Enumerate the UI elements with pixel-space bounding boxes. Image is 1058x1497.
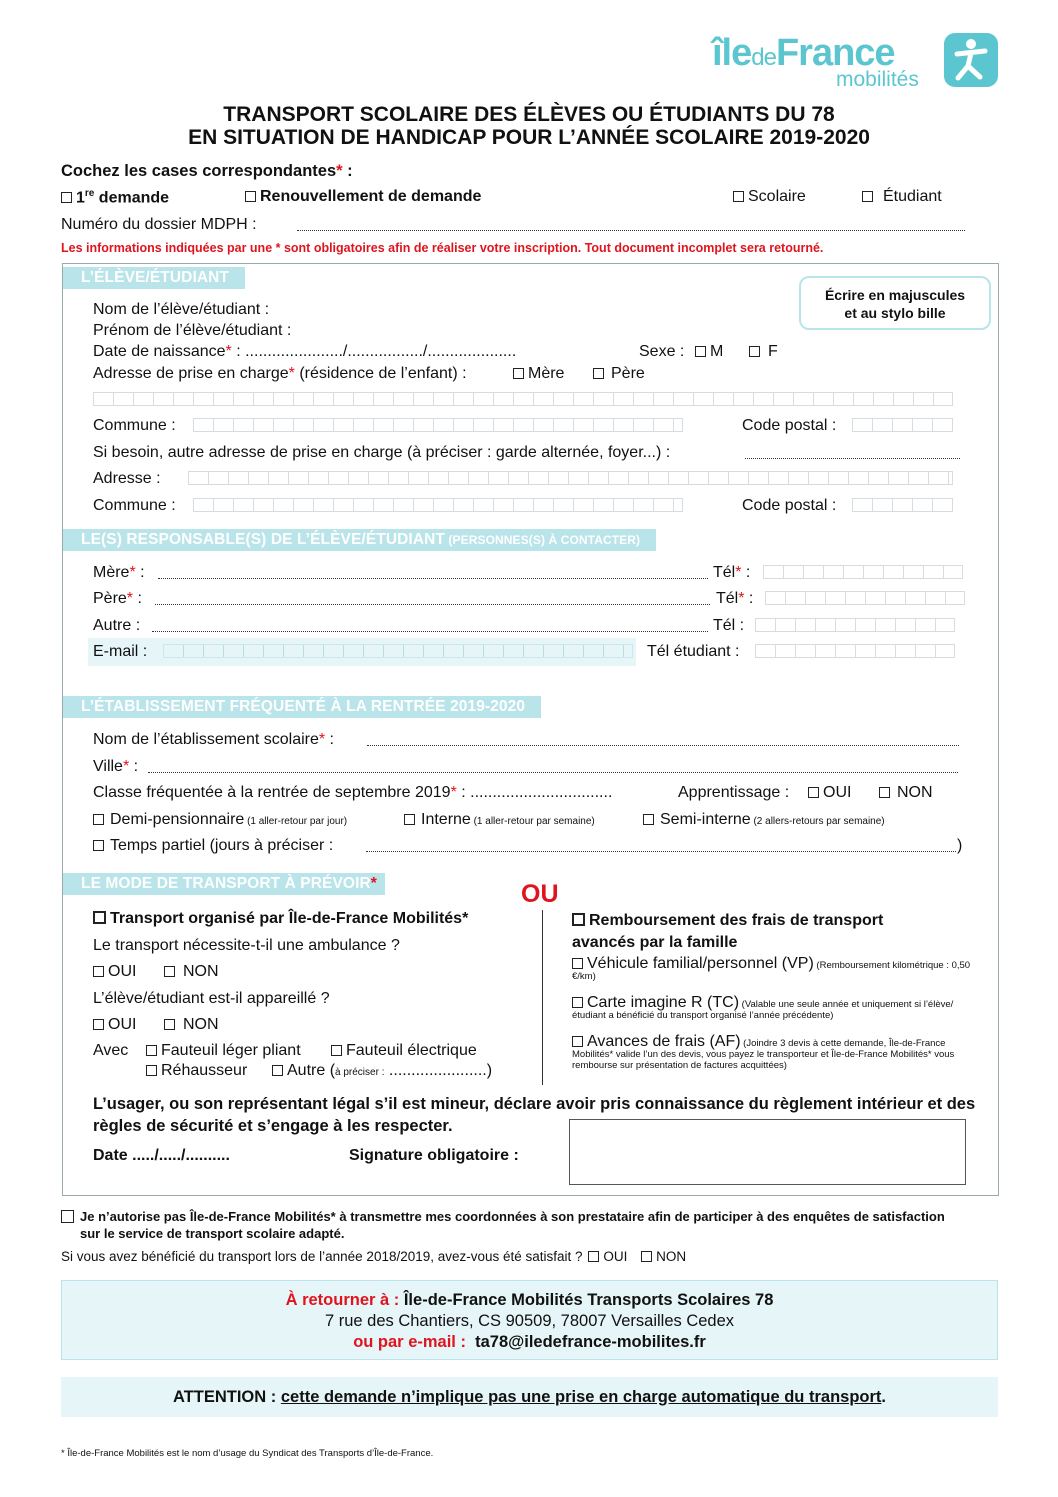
consent-text: Je n’autorise pas Île-de-France Mobilités* à transmettre mes coordonnées à son prestataire afin de participer à des enquêtes de satisfaction sur le service de transport scolaire adapté. [80, 1209, 945, 1241]
first-request-option[interactable] [61, 188, 169, 207]
city-text: Ville [93, 758, 123, 775]
postal-code2-grid[interactable] [852, 498, 953, 512]
father-star: * [126, 590, 134, 607]
pickup-address-post: (résidence de l’enfant) : [294, 365, 467, 382]
half-board-label: Demi-pensionnaire [110, 811, 245, 828]
declaration-text: L’usager, ou son représentant légal s’il est mineur, déclare avoir pris connaissance du règlement intérieur et des règles de sécurité et s’engage à les respecter. [93, 1095, 976, 1135]
commune2-grid[interactable] [193, 498, 683, 512]
first-request-pre: 1 [76, 189, 85, 207]
other-equipment-fill: ......................) [384, 1062, 493, 1079]
light-wheelchair-option[interactable] [146, 1042, 301, 1060]
pickup-mother-option[interactable] [513, 365, 564, 383]
af-checkbox[interactable] [572, 1036, 583, 1047]
apprenticeship-yes[interactable] [808, 784, 851, 802]
return-org: Île-de-France Mobilités Transports Scolaires 78 [399, 1291, 774, 1309]
apprenticeship-label: Apprentissage : [678, 784, 790, 801]
check-instruction [61, 162, 353, 181]
city-field[interactable] [148, 772, 958, 773]
renewal-option[interactable] [245, 188, 481, 206]
sex-female-label: F [768, 343, 778, 360]
boarder-option[interactable] [404, 811, 595, 829]
return-box [61, 1280, 998, 1360]
father-tel-star: * [738, 590, 745, 607]
pickup-mother-label: Mère [528, 365, 565, 382]
birth-required-star: * [225, 343, 232, 360]
logo-ile: île [712, 32, 752, 74]
pickup-father-label: Père [611, 365, 645, 382]
electric-wheelchair-label: Fauteuil électrique [346, 1042, 477, 1059]
part-time-field[interactable] [366, 851, 956, 852]
logo-france: France [775, 32, 895, 74]
satisfaction-no-label: NON [656, 1249, 687, 1264]
class-fill: : ................................ [456, 784, 613, 801]
satisfaction-yes-label: OUI [603, 1249, 628, 1264]
satisfaction-no-checkbox[interactable] [641, 1251, 652, 1262]
semi-boarder-label: Semi-interne [660, 811, 751, 828]
city-label: Ville* : [93, 758, 139, 775]
other-tel-grid[interactable] [755, 618, 955, 632]
reimbursement-label-2: avancés par la famille [572, 934, 738, 951]
check-colon: : [342, 162, 353, 180]
semi-boarder-option[interactable] [643, 811, 885, 829]
school-name-text: Nom de l’établissement scolaire [93, 731, 319, 748]
first-name-label: Prénom de l’élève/étudiant : [93, 322, 292, 339]
attention-banner [61, 1377, 998, 1417]
boarder-label: Interne [421, 811, 471, 828]
etudiant-option[interactable] [862, 188, 942, 206]
uppercase-note [799, 276, 991, 330]
mother-star: * [129, 564, 136, 581]
apprenticeship-no-checkbox[interactable] [879, 787, 890, 798]
attention-label: ATTENTION : [173, 1388, 277, 1406]
attention-text: cette demande n’implique pas une prise en charge automatique du transport [280, 1388, 882, 1406]
vp-label: Véhicule familial/personnel (VP) [587, 955, 814, 972]
birth-date-fill: : ....................../................./.................... [231, 343, 517, 360]
class-field[interactable] [93, 784, 612, 802]
mother-text: Mère [93, 564, 130, 581]
father-label: Père* : [93, 590, 142, 607]
other-address-field[interactable] [745, 458, 960, 459]
renewal-checkbox[interactable] [245, 191, 256, 202]
vp-note: (Remboursement kilométrique : 0,50 €/km) [572, 960, 971, 982]
organized-transport-option[interactable] [93, 910, 468, 928]
equipped-question: L’élève/étudiant est-il appareillé ? [93, 990, 330, 1007]
first-request-sup: re [84, 188, 95, 199]
equipped-yes[interactable] [93, 1016, 136, 1034]
with-label: Avec [93, 1042, 129, 1059]
pickup-address-label [93, 365, 467, 383]
mother-tel-label: Tél* : [713, 564, 751, 581]
reimbursement-option[interactable] [572, 910, 883, 954]
postal-code-grid[interactable] [852, 418, 953, 432]
first-request-checkbox[interactable] [61, 192, 72, 203]
apprenticeship-yes-label: OUI [823, 784, 852, 801]
other-guardian-label: Autre : [93, 617, 141, 634]
return-email-label: ou par e-mail : [353, 1333, 466, 1351]
father-text: Père [93, 590, 127, 607]
equipped-no[interactable] [164, 1016, 219, 1034]
birth-date-label: Date de naissance [93, 343, 226, 360]
or-separator: OU [521, 880, 559, 908]
logo-person-icon [944, 33, 998, 87]
mother-field[interactable] [158, 578, 708, 579]
boarder-checkbox[interactable] [404, 814, 415, 825]
scolaire-option[interactable] [733, 188, 806, 206]
reimbursement-label-1: Remboursement des frais de transport [589, 912, 884, 929]
page-title [0, 103, 1058, 149]
commune2-label: Commune : [93, 497, 176, 514]
logo-de: de [751, 44, 776, 71]
email-grid[interactable] [163, 644, 633, 658]
address2-grid[interactable] [188, 471, 953, 485]
other-equipment-label: Autre ( [287, 1062, 336, 1079]
part-time-option[interactable] [93, 837, 333, 855]
school-name-label: Nom de l’établissement scolaire* : [93, 731, 334, 748]
equipped-yes-label: OUI [108, 1016, 137, 1033]
pickup-address-text: Adresse de prise en charge [93, 365, 289, 382]
equipped-yes-checkbox[interactable] [93, 1019, 104, 1030]
tc-option[interactable] [572, 994, 972, 1021]
school-name-field[interactable] [367, 745, 959, 746]
section-guardians-header [63, 529, 656, 551]
section-student-header [63, 267, 245, 289]
pickup-father-option[interactable] [593, 365, 645, 383]
logo [712, 30, 1002, 95]
pickup-required-star: * [288, 365, 295, 382]
ambulance-yes-checkbox[interactable] [93, 966, 104, 977]
light-wheelchair-checkbox[interactable] [146, 1045, 157, 1056]
pickup-mother-checkbox[interactable] [513, 368, 524, 379]
required-warning: Les informations indiquées par une * sont obligatoires afin de réaliser votre inscription. Tout document incomplet sera retourné. [61, 241, 824, 255]
transport-header-text: LE MODE DE TRANSPORT À PRÉVOIR [81, 875, 371, 892]
mother-tel-star: * [735, 564, 742, 581]
sex-male-checkbox[interactable] [695, 346, 706, 357]
af-note: (Joindre 3 devis à cette demande, Île-de-France Mobilités* valide l’un des devis, vous payez le transporteur et Île-de-France Mobilités* vous rembourse sur présentation de factures acquittées) [572, 1038, 955, 1071]
sex-label: Sexe : [639, 343, 685, 360]
required-star: * [336, 162, 343, 180]
satisfaction-yes-checkbox[interactable] [588, 1251, 599, 1262]
ambulance-yes[interactable] [93, 963, 136, 981]
pickup-address-grid[interactable] [93, 392, 953, 406]
father-tel-text: Tél [716, 590, 739, 607]
other-equipment-option[interactable] [272, 1062, 492, 1080]
attention-end: . [881, 1388, 886, 1406]
date-field[interactable]: Date ...../...../.......... [93, 1147, 230, 1164]
consent-checkbox[interactable] [61, 1210, 74, 1223]
city-star: * [122, 758, 130, 775]
return-label: À retourner à : [285, 1291, 400, 1309]
equipped-no-checkbox[interactable] [164, 1019, 175, 1030]
renewal-label: Renouvellement de demande [260, 188, 482, 205]
class-star: * [450, 784, 457, 801]
mother-label: Mère* : [93, 564, 145, 581]
tc-note: (Valable une seule année et uniquement si l’élève/étudiant a bénéficié du transport organisé l’année précédente) [572, 999, 954, 1021]
school-header-text: L’ÉTABLISSEMENT FRÉQUENTÉ À LA RENTRÉE 2019-2020 [81, 698, 526, 715]
etudiant-checkbox[interactable] [862, 191, 873, 202]
father-tel-label: Tél* : [716, 590, 754, 607]
pickup-father-checkbox[interactable] [593, 368, 604, 379]
last-name-label: Nom de l’élève/étudiant : [93, 301, 270, 318]
ambulance-no-label: NON [183, 963, 219, 980]
other-equipment-note: à préciser : [335, 1067, 385, 1078]
sex-female-checkbox[interactable] [749, 346, 760, 357]
postal-code-label: Code postal : [742, 417, 837, 434]
scolaire-checkbox[interactable] [733, 191, 744, 202]
boarder-note: (1 aller-retour par semaine) [470, 816, 595, 827]
email-label: E-mail : [93, 643, 148, 660]
organized-transport-checkbox[interactable] [93, 911, 106, 924]
semi-boarder-note: (2 allers-retours par semaine) [750, 816, 885, 827]
commune-grid[interactable] [193, 418, 683, 432]
af-label: Avances de frais (AF) [587, 1033, 741, 1050]
semi-boarder-checkbox[interactable] [643, 814, 654, 825]
ambulance-no[interactable] [164, 963, 219, 981]
commune-label: Commune : [93, 417, 176, 434]
consent-option[interactable] [61, 1208, 961, 1242]
apprenticeship-no-label: NON [897, 784, 933, 801]
part-time-checkbox[interactable] [93, 840, 104, 851]
booster-option[interactable] [146, 1062, 247, 1080]
birth-date-field[interactable] [93, 343, 516, 361]
apprenticeship-no[interactable] [879, 784, 933, 802]
half-board-checkbox[interactable] [93, 814, 104, 825]
etudiant-label: Étudiant [883, 188, 942, 205]
electric-wheelchair-checkbox[interactable] [331, 1045, 342, 1056]
guardians-header-small: (PERSONNES(S) À CONTACTER) [444, 533, 641, 547]
half-board-note: (1 aller-retour par jour) [244, 816, 348, 827]
mdph-label: Numéro du dossier MDPH : [61, 216, 257, 233]
other-tel-label: Tél : [713, 617, 745, 634]
tc-label: Carte imagine R (TC) [587, 994, 740, 1011]
scolaire-label: Scolaire [748, 188, 806, 205]
ambulance-question: Le transport nécessite-t-il une ambulance ? [93, 937, 400, 954]
sex-male-option[interactable] [695, 343, 723, 361]
light-wheelchair-label: Fauteuil léger pliant [161, 1042, 301, 1059]
other-equipment-checkbox[interactable] [272, 1065, 283, 1076]
father-field[interactable] [155, 604, 710, 605]
note-line-1: Écrire en majuscules [824, 287, 966, 303]
section-transport-header [63, 873, 385, 895]
column-divider [542, 910, 543, 1085]
af-option[interactable] [572, 1033, 970, 1071]
organized-transport-label: Transport organisé par Île-de-France Mobilités* [110, 910, 469, 927]
note-line-2: et au stylo bille [844, 305, 946, 321]
student-tel-grid[interactable] [755, 644, 955, 658]
class-label: Classe fréquentée à la rentrée de septembre 2019 [93, 784, 451, 801]
equipped-no-label: NON [183, 1016, 219, 1033]
other-address-label: Si besoin, autre adresse de prise en charge (à préciser : garde alternée, foyer...) : [93, 444, 671, 461]
transport-star: * [370, 875, 377, 892]
return-address: 7 rue des Chantiers, CS 90509, 78007 Versailles Cedex [324, 1312, 735, 1330]
mdph-field[interactable] [297, 230, 965, 231]
student-tel-label: Tél étudiant : [647, 643, 740, 660]
ambulance-yes-label: OUI [108, 963, 137, 980]
ambulance-no-checkbox[interactable] [164, 966, 175, 977]
title-line-1: TRANSPORT SCOLAIRE DES ÉLÈVES OU ÉTUDIANTS DU 78 [223, 103, 835, 126]
footnote: * Île-de-France Mobilités est le nom d’usage du Syndicat des Transports d’Île-de-France. [61, 1448, 434, 1459]
guardians-header-text: LE(S) RESPONSABLE(S) DE L’ÉLÈVE/ÉTUDIANT [81, 531, 445, 548]
apprenticeship-yes-checkbox[interactable] [808, 787, 819, 798]
sex-male-label: M [710, 343, 724, 360]
mother-tel-text: Tél [713, 564, 736, 581]
sex-female-option[interactable] [749, 343, 778, 361]
check-label: Cochez les cases correspondantes [61, 162, 337, 180]
booster-checkbox[interactable] [146, 1065, 157, 1076]
satisfaction-text: Si vous avez bénéficié du transport lors de l’année 2018/2019, avez-vous été satisfait ? [61, 1249, 583, 1264]
mother-tel-grid[interactable] [763, 565, 963, 579]
satisfaction-question [61, 1249, 686, 1264]
title-line-2: EN SITUATION DE HANDICAP POUR L’ANNÉE SCOLAIRE 2019-2020 [188, 126, 870, 149]
student-header-text: L’ÉLÈVE/ÉTUDIANT [81, 269, 230, 286]
first-request-label: demande [94, 189, 170, 207]
vp-checkbox[interactable] [572, 958, 583, 969]
part-time-label: Temps partiel (jours à préciser : [110, 837, 334, 854]
postal-code2-label: Code postal : [742, 497, 837, 514]
booster-label: Réhausseur [161, 1062, 248, 1079]
father-tel-grid[interactable] [765, 591, 965, 605]
other-guardian-field[interactable] [152, 631, 708, 632]
half-board-option[interactable] [93, 811, 347, 829]
return-email[interactable]: ta78@iledefrance-mobilites.fr [475, 1333, 706, 1351]
address2-label: Adresse : [93, 470, 161, 487]
section-school-header [63, 696, 541, 718]
electric-wheelchair-option[interactable] [331, 1042, 477, 1060]
vp-option[interactable] [572, 955, 972, 982]
signature-label: Signature obligatoire : [349, 1147, 519, 1164]
school-name-star: * [318, 731, 326, 748]
reimbursement-checkbox[interactable] [572, 913, 585, 926]
part-time-close: ) [957, 837, 963, 854]
logo-mobilites: mobilités [836, 68, 919, 91]
signature-box[interactable] [569, 1119, 966, 1185]
tc-checkbox[interactable] [572, 997, 583, 1008]
